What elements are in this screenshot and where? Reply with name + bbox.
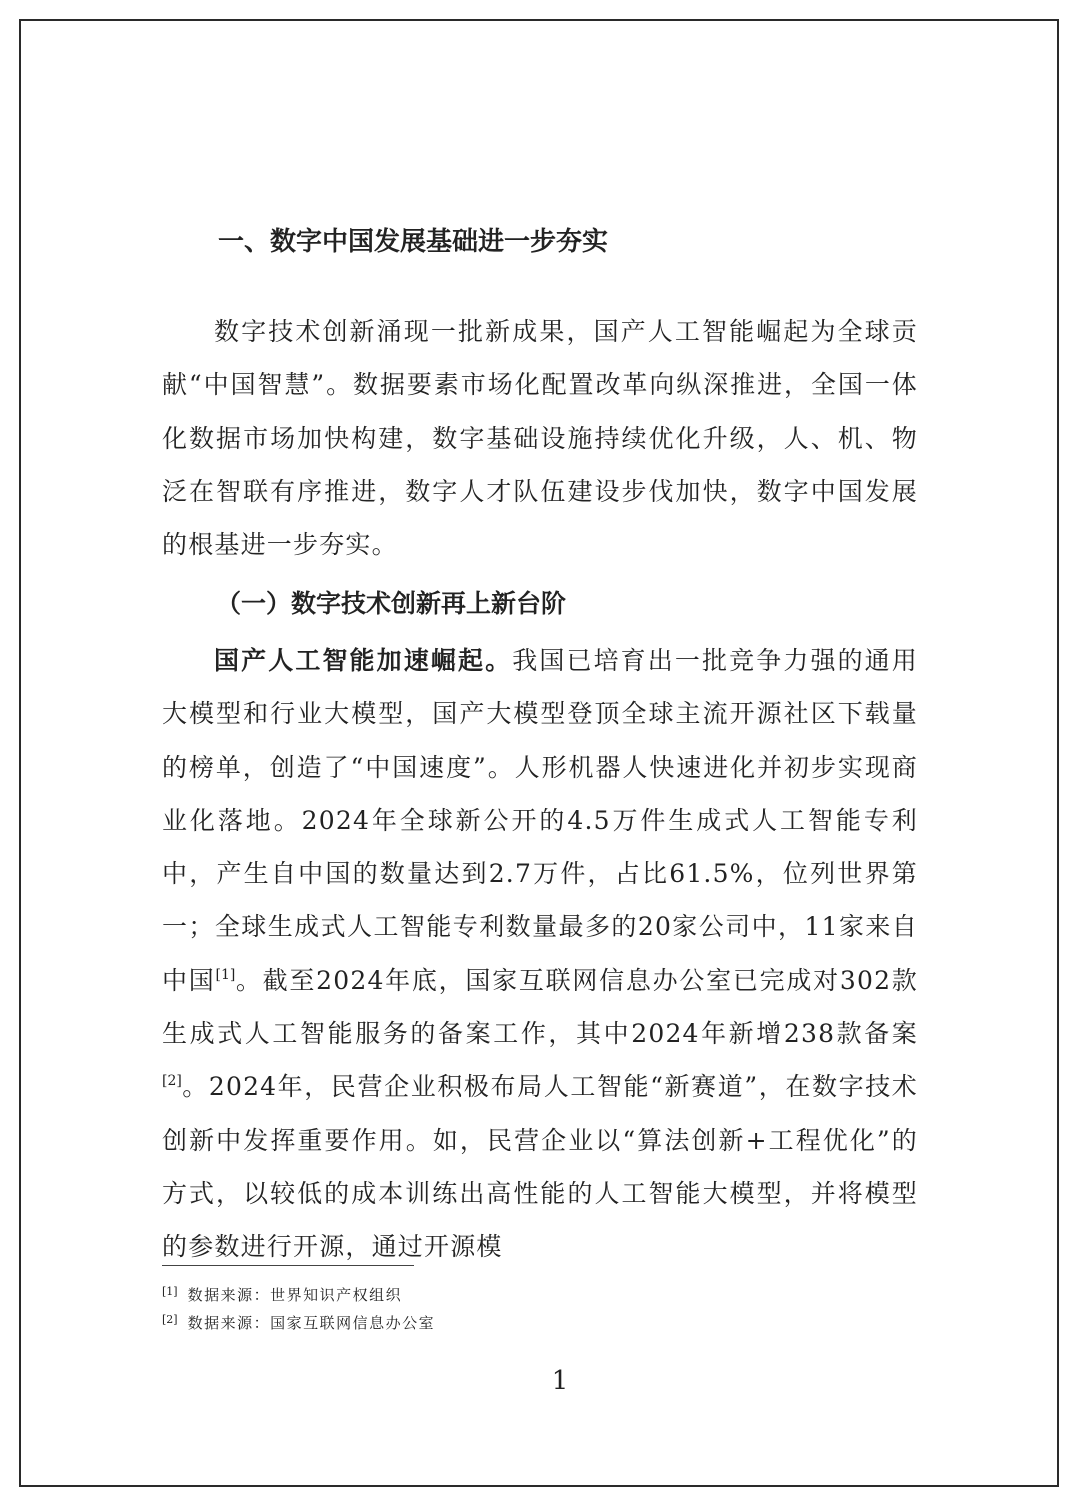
footnote-divider xyxy=(162,1265,414,1266)
intro-paragraph: 数字技术创新涌现一批新成果，国产人工智能崛起为全球贡献“中国智慧”。数据要素市场化配置改革向纵深推进，全国一体化数据市场加快构建，数字基础设施持续优化升级，人、机、物泛在智联有序推进，数字人才队伍建设步伐加快，数字中国发展的根基进一步夯实。 xyxy=(162,317,918,560)
footnote-ref-1[interactable]: [1] xyxy=(215,966,236,983)
footnote-2-text: 数据来源：国家互联网信息办公室 xyxy=(187,1314,436,1332)
footnote-1 xyxy=(162,1281,402,1306)
page-number: 1 xyxy=(551,1366,569,1396)
footnote-2-mark: [2] xyxy=(162,1313,178,1326)
footnote-ref-2[interactable]: [2] xyxy=(162,1073,182,1090)
paragraph-lead: 国产人工智能加速崛起。 xyxy=(214,646,513,675)
footnote-1-text: 数据来源：世界知识产权组织 xyxy=(187,1286,403,1304)
footnote-1-mark: [1] xyxy=(162,1285,178,1298)
ai-paragraph xyxy=(162,634,918,1274)
paragraph-text-3: 。2024年，民营企业积极布局人工智能“新赛道”，在数字技术创新中发挥重要作用。如，民营企业以“算法创新+工程优化”的方式，以较低的成本训练出高性能的人工智能大模型，并将模型的参数进行开源，通过开源模 xyxy=(162,1072,918,1262)
footnote-2 xyxy=(162,1309,435,1334)
paragraph-text-2: 。截至2024年底，国家互联网信息办公室已完成对302款生成式人工智能服务的备案工作，其中2024年新增238款备案 xyxy=(162,965,918,1049)
paragraph-text-1: 我国已培育出一批竞争力强的通用大模型和行业大模型，国产大模型登顶全球主流开源社区下载量的榜单，创造了“中国速度”。人形机器人快速进化并初步实现商业化落地。2024年全球新公开的4.5万件生成式人工智能专利中，产生自中国的数量达到2.7万件，占比61.5%，位列世界第一；全球生成式人工智能专利数量最多的20家公司中，11家来自中国 xyxy=(162,646,918,995)
section-title: 一、数字中国发展基础进一步夯实 xyxy=(218,227,609,257)
subsection-title: （一）数字技术创新再上新台阶 xyxy=(216,589,567,618)
